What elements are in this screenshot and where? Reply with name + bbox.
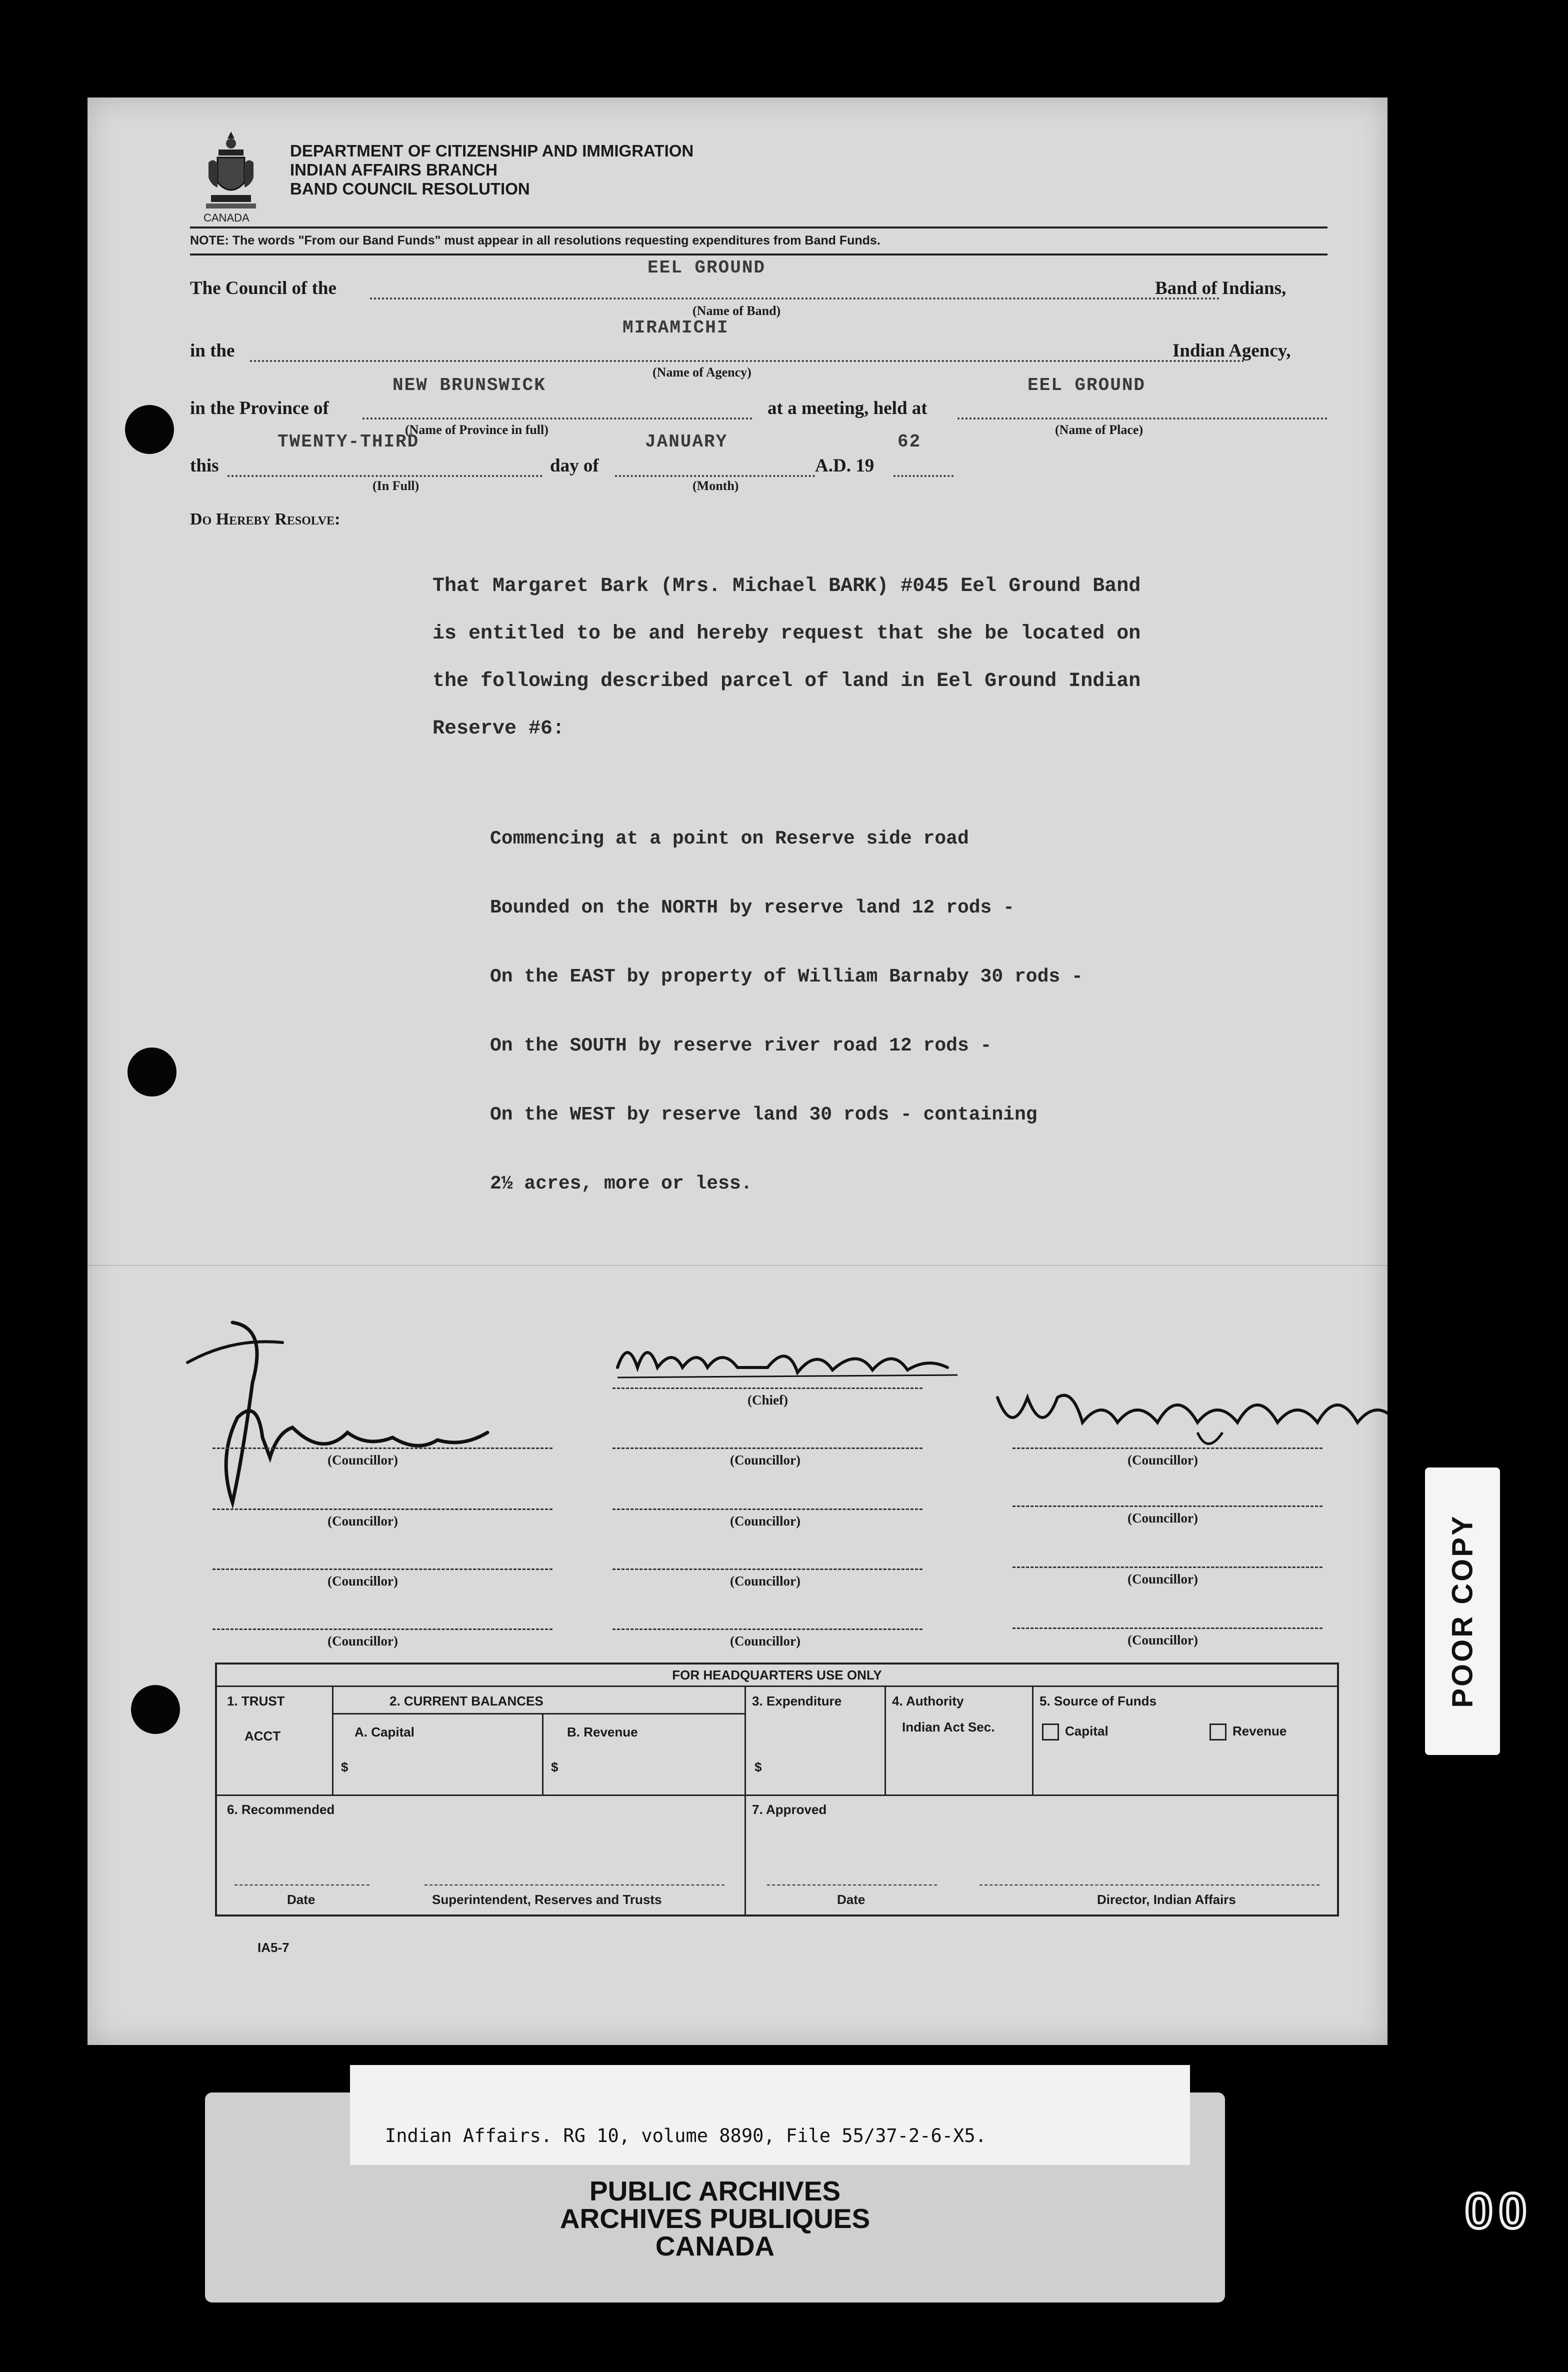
header-rule-bottom	[190, 254, 1328, 256]
councillor-caption: (Councillor)	[1128, 1572, 1198, 1586]
hq-title: FOR HEADQUARTERS USE ONLY	[672, 1668, 882, 1682]
recommended-date-label: Date	[287, 1892, 316, 1907]
capital-dollar: $	[341, 1760, 348, 1774]
councillor-signature-right	[988, 1368, 1388, 1458]
province-label: in the Province of	[190, 398, 329, 418]
approved-date-label: Date	[837, 1892, 866, 1907]
hq-divider	[1032, 1686, 1034, 1794]
acct-label: ACCT	[244, 1728, 281, 1744]
councillor-caption: (Councillor)	[1128, 1510, 1198, 1526]
chief-signature-line	[612, 1388, 922, 1389]
recommended-label: 6. Recommended	[227, 1802, 335, 1817]
parcel-line: On the WEST by reserve land 30 rods - containing	[490, 1104, 1038, 1126]
councillor-line-right-4	[1012, 1628, 1322, 1629]
source-capital-label: Capital	[1065, 1724, 1108, 1738]
place-value: EEL GROUND	[1028, 375, 1146, 396]
councillor-line-center-3	[612, 1568, 922, 1570]
band-council-resolution-form	[88, 98, 1388, 2045]
archive-reference: Indian Affairs. RG 10, volume 8890, File 55/37-2-6-X5.	[385, 2125, 986, 2146]
councillor-line-right-2	[1012, 1506, 1322, 1507]
hq-title-rule	[217, 1686, 1337, 1687]
revenue-checkbox[interactable]	[1210, 1724, 1226, 1740]
headquarters-use-box	[215, 1662, 1339, 1916]
department-name: DEPARTMENT OF CITIZENSHIP AND IMMIGRATION	[290, 142, 694, 160]
resolution-line-1: That Margaret Bark (Mrs. Michael BARK) #045 Eel Ground Band	[432, 575, 1141, 598]
councillor-line-left-2	[212, 1508, 552, 1510]
day-of-label: day of	[550, 456, 599, 476]
councillor-caption: (Councillor)	[1128, 1452, 1198, 1468]
source-capital-option[interactable]	[1042, 1724, 1108, 1740]
councillor-caption: (Councillor)	[1128, 1632, 1198, 1648]
approved-date-line	[767, 1884, 937, 1886]
band-name-caption: (Name of Band)	[692, 304, 781, 318]
agency-caption: (Name of Agency)	[652, 365, 752, 380]
parcel-description	[490, 782, 1083, 1242]
councillor-line-center-2	[612, 1508, 922, 1510]
archive-line-3: CANADA	[655, 2230, 775, 2262]
director-label: Director, Indian Affairs	[1097, 1892, 1236, 1907]
councillor-caption: (Councillor)	[730, 1574, 800, 1588]
band-of-indians-label: Band of Indians,	[1155, 278, 1286, 298]
councillor-line-center-1	[612, 1448, 922, 1449]
councillor-line-center-4	[612, 1628, 922, 1630]
authority-label: 4. Authority	[892, 1694, 964, 1708]
superintendent-label: Superintendent, Reserves and Trusts	[432, 1892, 662, 1907]
month-value: JANUARY	[645, 432, 728, 452]
agency-line	[250, 360, 1245, 362]
archive-line-2: ARCHIVES PUBLIQUES	[560, 2203, 870, 2234]
hq-balances-rule	[332, 1713, 744, 1714]
trust-label: 1. TRUST	[227, 1694, 285, 1708]
ad-label: A.D. 19	[815, 456, 874, 476]
crest-caption: CANADA	[204, 212, 250, 224]
director-line	[980, 1884, 1320, 1886]
resolution-line-4: Reserve #6:	[432, 718, 565, 740]
indian-agency-label: Indian Agency,	[1172, 340, 1291, 361]
revenue-label: B. Revenue	[567, 1724, 638, 1740]
letterhead	[290, 142, 694, 198]
parcel-line: 2½ acres, more or less.	[490, 1173, 752, 1194]
councillor-caption: (Councillor)	[328, 1634, 398, 1648]
canada-coat-of-arms-icon	[204, 128, 258, 212]
province-caption: (Name of Province in full)	[405, 422, 548, 437]
superintendent-line	[424, 1884, 724, 1886]
hq-divider	[332, 1686, 334, 1794]
branch-name: INDIAN AFFAIRS BRANCH	[290, 160, 498, 179]
poor-copy-stamp: POOR COPY	[1446, 1514, 1479, 1708]
recommended-date-line	[234, 1884, 370, 1886]
approved-label: 7. Approved	[752, 1802, 827, 1817]
agency-value: MIRAMICHI	[622, 318, 729, 338]
parcel-line: On the SOUTH by reserve river road 12 rods -	[490, 1035, 992, 1056]
expenditure-label: 3. Expenditure	[752, 1694, 842, 1708]
document-type: BAND COUNCIL RESOLUTION	[290, 180, 530, 198]
day-caption: (In Full)	[372, 478, 420, 493]
councillor-caption: (Councillor)	[328, 1452, 398, 1468]
year-value: 62	[898, 432, 922, 452]
councillor-caption: (Councillor)	[730, 1514, 800, 1528]
chief-caption: (Chief)	[748, 1392, 788, 1408]
councillor-line-left-4	[212, 1628, 552, 1630]
frame-number: 00	[1465, 2183, 1533, 2239]
councillor-caption: (Councillor)	[328, 1514, 398, 1528]
parcel-line: Bounded on the NORTH by reserve land 12 rods -	[490, 897, 1014, 918]
councillor-line-left-1	[212, 1448, 552, 1449]
meeting-label: at a meeting, held at	[768, 398, 928, 418]
source-revenue-option[interactable]	[1210, 1724, 1286, 1740]
year-line	[894, 475, 954, 477]
archive-line-1: PUBLIC ARCHIVES	[589, 2176, 841, 2206]
day-line	[228, 475, 542, 477]
councillor-line-right-1	[1012, 1448, 1322, 1449]
province-line	[362, 418, 752, 420]
capital-label: A. Capital	[354, 1724, 414, 1740]
form-number: IA5-7	[258, 1940, 290, 1955]
source-of-funds-label: 5. Source of Funds	[1040, 1694, 1157, 1708]
resolution-line-2: is entitled to be and hereby request that she be located on	[432, 622, 1141, 645]
punch-hole-top	[125, 405, 174, 454]
balances-label: 2. CURRENT BALANCES	[390, 1694, 544, 1708]
page-fold	[88, 1265, 1388, 1266]
councillor-caption: (Councillor)	[328, 1574, 398, 1588]
councillor-caption: (Councillor)	[730, 1634, 800, 1648]
capital-checkbox[interactable]	[1042, 1724, 1059, 1740]
band-funds-note: NOTE: The words "From our Band Funds" must appear in all resolutions requesting expenditures from Band Funds.	[190, 234, 880, 248]
hq-mid-rule	[217, 1794, 1337, 1796]
revenue-dollar: $	[551, 1760, 558, 1774]
hq-divider	[744, 1686, 746, 1914]
councillor-line-right-3	[1012, 1566, 1322, 1568]
punch-hole-bottom	[131, 1685, 180, 1734]
month-line	[615, 475, 815, 477]
resolve-label: Do Hereby Resolve:	[190, 510, 340, 528]
punch-hole-middle	[128, 1048, 176, 1096]
place-caption: (Name of Place)	[1055, 422, 1144, 437]
month-caption: (Month)	[692, 478, 739, 493]
province-value: NEW BRUNSWICK	[392, 375, 546, 396]
councillor-caption: (Councillor)	[730, 1452, 800, 1468]
expenditure-dollar: $	[754, 1760, 762, 1774]
band-name-value: EEL GROUND	[648, 258, 766, 278]
councillor-signature-left	[158, 1308, 558, 1518]
day-value: TWENTY-THIRD	[278, 432, 420, 452]
council-of-label: The Council of the	[190, 278, 336, 298]
resolution-line-3: the following described parcel of land in Eel Ground Indian	[432, 670, 1141, 692]
councillor-line-left-3	[212, 1568, 552, 1570]
parcel-line: On the EAST by property of William Barnaby 30 rods -	[490, 966, 1083, 988]
hq-divider	[542, 1713, 544, 1794]
band-name-line	[370, 298, 1220, 300]
parcel-line: Commencing at a point on Reserve side road	[490, 828, 969, 850]
header-rule-top	[190, 226, 1328, 228]
source-revenue-label: Revenue	[1232, 1724, 1287, 1738]
hq-divider	[884, 1686, 886, 1794]
in-the-label: in the	[190, 340, 235, 361]
authority-sub-label: Indian Act Sec.	[902, 1720, 995, 1734]
archive-reference-label	[350, 2065, 1190, 2165]
this-label: this	[190, 456, 219, 476]
place-line	[958, 418, 1328, 420]
